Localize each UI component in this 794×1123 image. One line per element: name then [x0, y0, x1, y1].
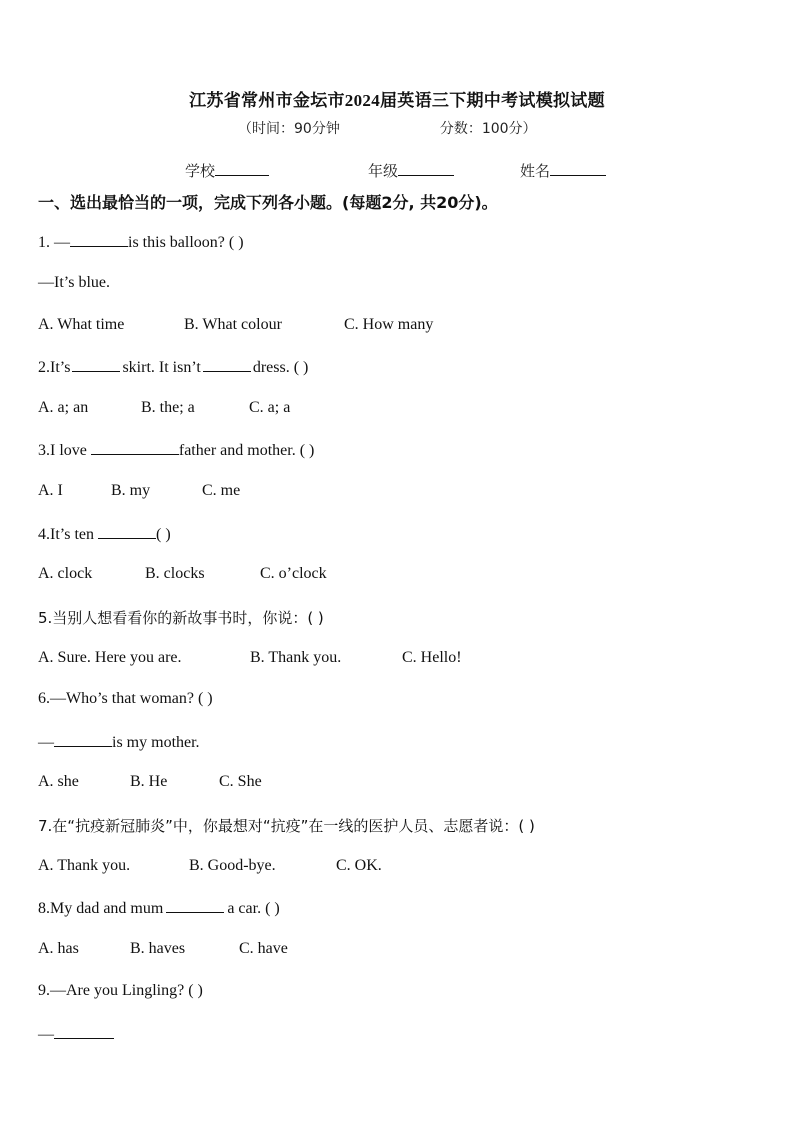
option-b[interactable]: B. Thank you. — [250, 649, 342, 666]
option-b[interactable]: B. Good-bye. — [189, 857, 276, 874]
option-a[interactable]: A. Thank you. — [38, 857, 131, 874]
question-text: — — [38, 1026, 54, 1043]
question-5-options — [38, 649, 462, 667]
school-blank[interactable] — [215, 161, 269, 176]
question-6-options — [38, 773, 262, 791]
option-c[interactable]: C. o’clock — [260, 565, 327, 582]
option-b[interactable]: B. my — [111, 482, 151, 499]
option-c[interactable]: C. have — [239, 940, 288, 957]
answer-blank[interactable] — [54, 1024, 114, 1039]
answer-blank[interactable] — [91, 440, 179, 455]
option-a[interactable]: A. a; an — [38, 399, 89, 416]
question-1 — [38, 232, 244, 252]
option-b[interactable]: B. What colour — [184, 316, 282, 333]
option-a[interactable]: A. has — [38, 940, 79, 957]
option-b[interactable]: B. clocks — [145, 565, 205, 582]
school-label: 学校 — [185, 162, 216, 180]
exam-score: 分数：100分） — [439, 121, 537, 137]
question-3-options — [38, 482, 240, 500]
grade-field — [368, 160, 454, 181]
question-text: 1. — — [38, 234, 70, 251]
grade-blank[interactable] — [398, 161, 454, 176]
question-text: a car. ( ) — [227, 900, 280, 917]
option-a[interactable]: A. What time — [38, 316, 125, 333]
option-c[interactable]: C. She — [219, 773, 262, 790]
question-7-options — [38, 857, 382, 875]
answer-blank[interactable] — [70, 232, 128, 247]
option-a[interactable]: A. I — [38, 482, 63, 499]
question-2 — [38, 357, 308, 377]
answer-blank[interactable] — [72, 357, 120, 372]
question-7: 7.在“抗疫新冠肺炎”中，你最想对“抗疫”在一线的医护人员、志愿者说：( ) — [38, 817, 535, 835]
question-6-reply — [38, 732, 200, 752]
grade-label: 年级 — [368, 162, 399, 180]
answer-blank[interactable] — [98, 524, 156, 539]
question-6: 6.—Who’s that woman? ( ) — [38, 690, 213, 707]
question-text: is this balloon? ( ) — [128, 234, 244, 251]
question-9: 9.—Are you Lingling? ( ) — [38, 982, 203, 999]
question-text: is my mother. — [112, 734, 200, 751]
option-b[interactable]: B. the; a — [141, 399, 195, 416]
question-text: ( ) — [156, 526, 171, 543]
question-5: 5.当别人想看看你的新故事书时，你说：( ) — [38, 609, 324, 627]
answer-blank[interactable] — [203, 357, 251, 372]
option-c[interactable]: C. How many — [344, 316, 434, 333]
exam-time: （时间：90分钟 — [238, 121, 340, 137]
answer-blank[interactable] — [54, 732, 112, 747]
option-a[interactable]: A. she — [38, 773, 79, 790]
option-c[interactable]: C. me — [202, 482, 241, 499]
question-4-options — [38, 565, 327, 583]
question-3 — [38, 440, 314, 460]
option-b[interactable]: B. He — [130, 773, 168, 790]
question-text: skirt. It isn’t — [122, 359, 201, 376]
question-text: 8.My dad and mum — [38, 900, 164, 917]
answer-blank[interactable] — [166, 898, 224, 913]
page-title: 江苏省常州市金坛市2024届英语三下期中考试模拟试题 — [189, 91, 605, 110]
option-c[interactable]: C. a; a — [249, 399, 291, 416]
question-1-reply: —It’s blue. — [38, 274, 110, 291]
question-text: 2.It’s — [38, 359, 71, 376]
question-text: — — [38, 734, 54, 751]
question-1-options — [38, 316, 433, 334]
name-field — [520, 160, 606, 181]
question-text: 3.I love — [38, 442, 87, 459]
option-a[interactable]: A. Sure. Here you are. — [38, 649, 182, 666]
exam-meta — [238, 118, 537, 138]
name-blank[interactable] — [550, 161, 606, 176]
question-text: 4.It’s ten — [38, 526, 94, 543]
question-2-options — [38, 399, 290, 417]
name-label: 姓名 — [520, 162, 551, 180]
question-4 — [38, 524, 171, 544]
question-8-options — [38, 940, 288, 958]
question-text: dress. ( ) — [252, 359, 309, 376]
option-c[interactable]: C. OK. — [336, 857, 382, 874]
question-8 — [38, 898, 280, 918]
question-9-reply — [38, 1024, 114, 1044]
option-a[interactable]: A. clock — [38, 565, 93, 582]
option-c[interactable]: C. Hello! — [402, 649, 462, 666]
question-text: father and mother. ( ) — [178, 442, 315, 459]
option-b[interactable]: B. haves — [130, 940, 186, 957]
school-field — [185, 160, 269, 181]
section-heading: 一、选出最恰当的一项，完成下列各小题。(每题2分, 共20分)。 — [38, 193, 498, 212]
